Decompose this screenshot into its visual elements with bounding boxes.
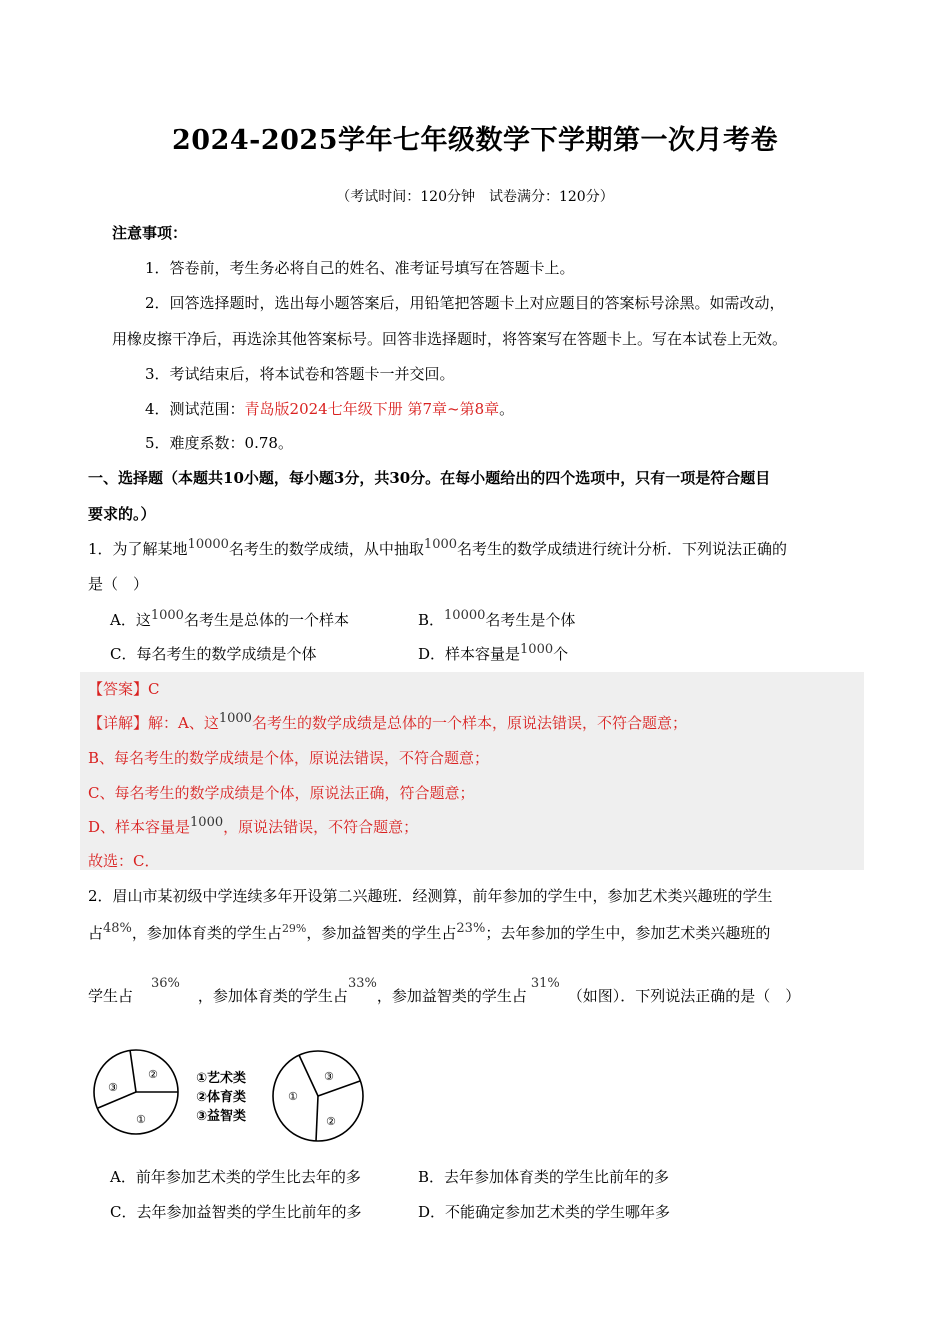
q1-number: 10000	[187, 537, 229, 552]
q2-option-b: B．去年参加体育类的学生比前年的多	[418, 1168, 670, 1186]
note-4	[145, 398, 514, 419]
q1-option-a	[110, 609, 349, 630]
exam-info: （考试时间：120分钟 试卷满分：120分）	[336, 189, 614, 205]
q2-percent: 48%	[103, 921, 132, 936]
pie-label: ②	[148, 1068, 158, 1081]
q1-stem	[88, 538, 787, 559]
option-text: A．这	[110, 611, 151, 629]
q2-text: 学生占	[88, 987, 134, 1005]
note-5: 5．难度系数：0.78。	[145, 434, 293, 452]
q2-option-a: A．前年参加艺术类的学生比去年的多	[110, 1168, 361, 1186]
section-heading-line2: 要求的。）	[88, 505, 156, 523]
q2-stem-line3	[88, 976, 801, 1006]
q2-text: ，参加体育类的学生占	[131, 924, 282, 942]
option-number: 1000	[150, 608, 184, 623]
detail-number: 1000	[218, 711, 252, 726]
q1-option-d	[418, 643, 568, 664]
q2-option-c: C．去年参加益智类的学生比前年的多	[110, 1203, 362, 1221]
option-text: D．样本容量是	[418, 645, 521, 663]
pie-charts-figure	[90, 1045, 380, 1145]
option-text: B．	[418, 611, 445, 629]
q2-stem-line2	[88, 922, 770, 943]
q1-detail-a	[88, 712, 687, 733]
q2-text: 占	[88, 924, 104, 942]
page-title: 2024-2025学年七年级数学下学期第一次月考卷	[172, 125, 778, 156]
q2-percent: 33%	[347, 976, 377, 991]
pie-previous-year	[94, 1050, 178, 1134]
q1-detail-b: B、每名考生的数学成绩是个体，原说法错误，不符合题意；	[88, 749, 490, 767]
pie-divider	[130, 1050, 136, 1092]
detail-text: ，原说法错误，不符合题意；	[223, 818, 419, 836]
q1-number: 1000	[423, 537, 458, 552]
answer-panel	[80, 672, 864, 870]
pie-label: ①	[136, 1113, 146, 1126]
q1-option-c: C．每名考生的数学成绩是个体	[110, 645, 317, 663]
q1-text: 名考生的数学成绩，从中抽取	[228, 540, 424, 558]
note-4-prefix: 4．测试范围：	[145, 400, 245, 418]
q2-text: （如图）．下列说法正确的是（ ）	[567, 987, 801, 1005]
q2-percent: 31%	[530, 976, 560, 991]
detail-text: 【详解】解：A、这	[88, 714, 219, 732]
q2-text: ，参加益智类的学生占	[306, 924, 457, 942]
legend-item: ①艺术类	[196, 1071, 247, 1086]
pie-divider	[316, 1096, 318, 1141]
pie-divider	[318, 1081, 360, 1096]
pie-divider	[98, 1092, 136, 1108]
pie-legend	[196, 1070, 246, 1124]
pie-last-year	[273, 1051, 363, 1141]
note-2b: 用橡皮擦干净后，再选涂其他答案标号。回答非选择题时，将答案写在答题卡上。写在本试卷上无效。	[112, 330, 788, 348]
q1-detail-c: C、每名考生的数学成绩是个体，原说法正确，符合题意；	[88, 784, 475, 802]
option-text: 个	[553, 645, 569, 663]
pie-label: ①	[288, 1090, 298, 1103]
option-text: 名考生是个体	[485, 611, 576, 629]
note-2a: 2．回答选择题时，选出每小题答案后，用铅笔把答题卡上对应题目的答案标号涂黑。如需改动，	[145, 294, 785, 312]
q2-stem-line1: 2．眉山市某初级中学连续多年开设第二兴趣班．经测算，前年参加的学生中，参加艺术类兴趣班的学生	[88, 887, 773, 905]
pie-label: ③	[108, 1081, 118, 1094]
q2-percent: 23%	[456, 921, 486, 936]
q1-text: 名考生的数学成绩进行统计分析．下列说法正确的	[457, 540, 788, 558]
q1-conclusion: 故选：C．	[88, 852, 160, 870]
q1-text: 1．为了解某地	[88, 540, 188, 558]
q1-stem-line2: 是（ ）	[88, 575, 149, 593]
notes-heading: 注意事项：	[112, 224, 188, 242]
q1-option-b	[418, 609, 575, 630]
note-3: 3．考试结束后，将本试卷和答题卡一并交回。	[145, 365, 455, 383]
detail-text: D、样本容量是	[88, 818, 191, 836]
q1-answer: 【答案】C	[88, 680, 160, 698]
option-number: 10000	[444, 608, 486, 623]
note-4-suffix: 。	[499, 400, 515, 418]
pie-divider	[299, 1055, 318, 1096]
section-heading-line1: 一、选择题（本题共10小题，每小题3分，共30分。在每小题给出的四个选项中，只有一项是符合题目	[88, 469, 771, 487]
q2-text: ；去年参加的学生中，参加艺术类兴趣班的	[485, 924, 771, 942]
legend-item: ③益智类	[196, 1109, 247, 1124]
option-number: 1000	[520, 642, 554, 657]
detail-number: 1000	[190, 815, 224, 830]
q2-percent: 36%	[151, 976, 180, 991]
q2-percent: 29%	[281, 922, 307, 935]
pie-label: ②	[326, 1115, 336, 1128]
pie-label: ③	[324, 1070, 334, 1083]
detail-text: 名考生的数学成绩是总体的一个样本，原说法错误，不符合题意；	[251, 714, 687, 732]
q1-detail-d	[88, 816, 418, 837]
note-1: 1．答卷前，考生务必将自己的姓名、准考证号填写在答题卡上。	[145, 259, 575, 277]
test-range: 青岛版2024七年级下册 第7章~第8章	[244, 400, 500, 418]
q2-text: ，参加益智类的学生占	[376, 987, 527, 1005]
q2-text: ，参加体育类的学生占	[197, 987, 348, 1005]
q2-option-d: D．不能确定参加艺术类的学生哪年多	[418, 1203, 671, 1221]
option-text: 名考生是总体的一个样本	[183, 611, 349, 629]
legend-item: ②体育类	[196, 1090, 247, 1105]
